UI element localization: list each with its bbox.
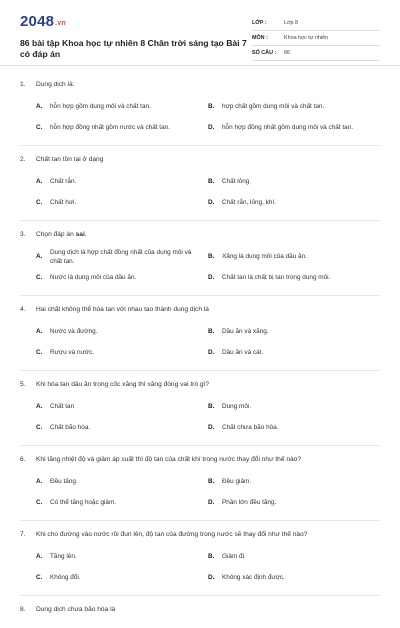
option-letter: D. xyxy=(208,574,215,581)
question-number: 2. xyxy=(20,156,26,163)
question-list xyxy=(0,66,400,628)
option-text: Đều tăng. xyxy=(50,478,78,485)
question-text: Dung dịch là: xyxy=(36,81,75,88)
answer-option[interactable] xyxy=(208,321,380,342)
question-text: Khi cho đường vào nước rồi đun lên, độ tan của đường trong nước sẽ thay đổi như thế nào? xyxy=(36,531,308,538)
answer-options xyxy=(20,471,380,513)
option-letter: B. xyxy=(208,253,215,260)
question-number: 7. xyxy=(20,531,26,538)
answer-option[interactable] xyxy=(36,267,208,288)
option-text: hợp chất gồm dung môi và chất tan. xyxy=(222,103,325,110)
answer-option[interactable] xyxy=(36,567,208,588)
answer-option[interactable] xyxy=(36,192,208,213)
meta-value: Khoa học tự nhiên xyxy=(284,35,329,41)
option-letter: B. xyxy=(208,328,215,335)
meta-row-count xyxy=(252,46,380,61)
option-letter: D. xyxy=(208,349,215,356)
answer-option[interactable] xyxy=(208,267,380,288)
option-letter: D. xyxy=(208,199,215,206)
question-header xyxy=(20,380,380,390)
question-6 xyxy=(20,455,380,521)
question-header xyxy=(20,455,380,465)
option-letter: C. xyxy=(36,424,43,431)
answer-option[interactable] xyxy=(36,117,208,138)
question-number: 8. xyxy=(20,606,26,613)
answer-option[interactable] xyxy=(208,396,380,417)
option-text: Chất tan xyxy=(50,403,75,410)
question-number: 5. xyxy=(20,381,26,388)
header xyxy=(0,0,400,66)
option-text: Chất rắn. xyxy=(50,178,77,185)
answer-option[interactable] xyxy=(36,396,208,417)
question-number: 4. xyxy=(20,306,26,313)
question-header xyxy=(20,230,380,240)
meta-info xyxy=(252,14,380,65)
answer-options xyxy=(20,171,380,213)
answer-option[interactable] xyxy=(208,417,380,438)
option-letter: A. xyxy=(36,253,43,260)
question-number: 1. xyxy=(20,81,26,88)
meta-row-class xyxy=(252,16,380,31)
answer-option[interactable] xyxy=(208,567,380,588)
option-text: Chất rắn, lỏng, khí. xyxy=(222,199,276,206)
option-letter: A. xyxy=(36,478,43,485)
option-text: Chất chưa bão hòa. xyxy=(222,424,279,431)
answer-option[interactable] xyxy=(208,171,380,192)
answer-option[interactable] xyxy=(208,246,380,267)
option-text: Chất hơi. xyxy=(50,199,77,206)
question-8 xyxy=(20,605,380,628)
option-letter: B. xyxy=(208,553,215,560)
brand xyxy=(20,14,250,65)
option-letter: A. xyxy=(36,178,43,185)
option-text: Nước là dung môi của dầu ăn. xyxy=(50,274,137,281)
question-text xyxy=(36,230,87,240)
option-letter: B. xyxy=(208,178,215,185)
option-letter: A. xyxy=(36,328,43,335)
option-letter: B. xyxy=(208,103,215,110)
option-letter: C. xyxy=(36,199,43,206)
answer-option[interactable] xyxy=(36,321,208,342)
option-text: Dung dịch là hợp chất đồng nhất của dung môi và chất tan. xyxy=(50,248,192,265)
option-text: Đều giảm. xyxy=(222,478,252,485)
option-text: Tăng lên. xyxy=(50,553,77,560)
answer-options xyxy=(20,246,380,288)
question-header xyxy=(20,155,380,165)
option-letter: B. xyxy=(208,403,215,410)
meta-row-subject xyxy=(252,31,380,46)
question-text: Khi hòa tan dầu ăn trong cốc xăng thì xăng đóng vai trò gì? xyxy=(36,381,210,388)
question-header xyxy=(20,530,380,540)
option-text: Dầu ăn và cát. xyxy=(222,349,264,356)
option-text: Phần lớn đều tăng. xyxy=(222,499,277,506)
question-text: Chất tan tồn tại ở dạng xyxy=(36,156,104,163)
option-text: Chất lỏng. xyxy=(222,178,252,185)
meta-key: LỚP : xyxy=(252,20,267,26)
question-7 xyxy=(20,530,380,596)
answer-option[interactable] xyxy=(208,546,380,567)
option-text: Rượu và nước. xyxy=(50,349,94,356)
option-text: Không đổi. xyxy=(50,574,81,581)
option-text: Không xác định được. xyxy=(222,574,285,581)
option-letter: A. xyxy=(36,103,43,110)
option-letter: A. xyxy=(36,553,43,560)
option-letter: D. xyxy=(208,124,215,131)
question-text: Khi tăng nhiệt độ và giảm áp suất thì độ tan của chất khí trong nước thay đổi như thế nào? xyxy=(36,456,301,463)
option-text: hỗn hợp đồng nhất gồm dung môi và chất tan. xyxy=(222,124,354,131)
meta-value: 86 xyxy=(284,50,290,56)
option-letter: A. xyxy=(36,403,43,410)
meta-key: SỐ CÂU : xyxy=(252,50,277,56)
answer-options xyxy=(20,546,380,588)
answer-option[interactable] xyxy=(36,96,208,117)
answer-options xyxy=(20,321,380,363)
question-5 xyxy=(20,380,380,446)
answer-option[interactable] xyxy=(208,471,380,492)
option-letter: D. xyxy=(208,499,215,506)
option-text: Chất tan là chất bị tan trong dung môi. xyxy=(222,274,331,281)
option-text: Giảm đi. xyxy=(222,553,246,560)
question-text-emphasis: sai xyxy=(75,231,85,238)
option-letter: D. xyxy=(208,424,215,431)
answer-options xyxy=(20,396,380,438)
option-text: Chất bão hòa. xyxy=(50,424,91,431)
question-header xyxy=(20,305,380,315)
document-title: 86 bài tập Khoa học tự nhiên 8 Chân trời sáng tạo Bài 7 có đáp án xyxy=(20,38,247,59)
answer-options xyxy=(20,96,380,138)
answer-option[interactable] xyxy=(36,171,208,192)
question-number: 3. xyxy=(20,231,26,238)
option-text: Nước và đường. xyxy=(50,328,98,335)
question-text: Dung dịch chưa bão hòa là xyxy=(36,606,116,613)
option-letter: C. xyxy=(36,274,43,281)
option-text: Dung môi. xyxy=(222,403,252,410)
meta-key: MÔN : xyxy=(252,35,268,41)
question-header xyxy=(20,80,380,90)
option-letter: C. xyxy=(36,574,43,581)
answer-option[interactable] xyxy=(36,546,208,567)
question-header xyxy=(20,605,380,615)
option-letter: D. xyxy=(208,274,215,281)
question-2 xyxy=(20,155,380,221)
question-number: 6. xyxy=(20,456,26,463)
question-text-part: . xyxy=(84,231,87,238)
logo-suffix: .vn xyxy=(55,20,66,27)
option-letter: B. xyxy=(208,478,215,485)
option-text: Xăng là dung môi của dầu ăn. xyxy=(222,253,307,260)
site-logo[interactable] xyxy=(20,14,250,32)
option-text: hỗn hợp gồm dung môi và chất tan. xyxy=(50,103,151,110)
option-text: Có thể tăng hoặc giảm. xyxy=(50,499,117,506)
option-text: hỗn hợp đồng nhất gồm nước và chất tan. xyxy=(50,124,170,131)
question-text-part: Chọn đáp án xyxy=(36,231,76,238)
question-3 xyxy=(20,230,380,296)
logo-text: 2048 xyxy=(20,13,55,30)
answer-option[interactable] xyxy=(208,96,380,117)
question-1 xyxy=(20,80,380,146)
answer-option[interactable] xyxy=(208,192,380,213)
answer-option[interactable] xyxy=(36,342,208,363)
question-4 xyxy=(20,305,380,371)
question-text: Hai chất không thể hòa tan với nhau tạo thành dung dịch là xyxy=(36,306,209,313)
option-letter: C. xyxy=(36,499,43,506)
option-text: Dầu ăn và xăng. xyxy=(222,328,269,335)
answer-option[interactable] xyxy=(208,117,380,138)
answer-option[interactable] xyxy=(36,246,208,267)
option-letter: C. xyxy=(36,124,43,131)
answer-option[interactable] xyxy=(36,492,208,513)
option-letter: C. xyxy=(36,349,43,356)
answer-option[interactable] xyxy=(208,492,380,513)
answer-option[interactable] xyxy=(208,342,380,363)
answer-option[interactable] xyxy=(36,417,208,438)
answer-option[interactable] xyxy=(36,471,208,492)
meta-value: Lớp 8 xyxy=(284,20,299,26)
